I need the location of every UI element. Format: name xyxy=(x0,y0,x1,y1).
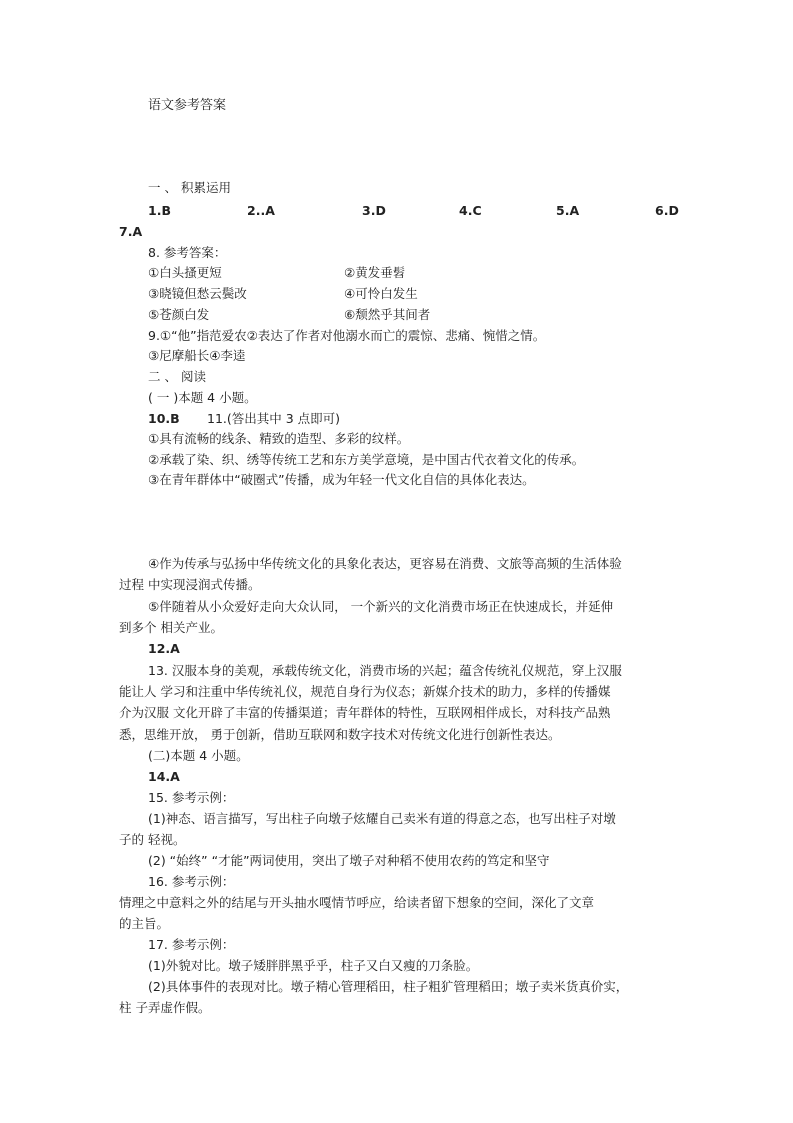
q13-answer: 13. 汉服本身的美观，承载传统文化，消费市场的兴起；蕴含传统礼仪规范，穿上汉服 xyxy=(148,663,622,678)
page-title: 语文参考答案 xyxy=(148,98,227,113)
q17-label: 17. 参考示例： xyxy=(148,937,235,952)
q13-answer: 悉，思维开放， 勇于创新，借助互联网和数字技术对传统文化进行创新性表达。 xyxy=(119,727,561,742)
q8-item: ③晓镜但愁云鬓改 xyxy=(148,286,247,301)
q13-answer: 介为汉服 文化开辟了丰富的传播渠道；青年群体的特性，互联网相伴成长，对科技产品熟 xyxy=(119,705,611,720)
mc-answer: 7.A xyxy=(119,224,143,239)
q8-item: ①白头搔更短 xyxy=(148,265,222,280)
q15-answer: (2) “始终” “才能”两词使用，突出了墩子对种稻不使用农药的笃定和坚守 xyxy=(148,853,550,868)
q15-answer: (1)神态、语言描写，写出柱子向墩子炫耀自己卖米有道的得意之态，也写出柱子对墩 xyxy=(148,811,616,826)
q17-answer: (1)外貌对比。墩子矮胖胖黑乎乎，柱子又白又瘦的刀条脸。 xyxy=(148,958,479,973)
q11-item: ④作为传承与弘扬中华传统文化的具象化表达，更容易在消费、文旅等高频的生活体验 xyxy=(148,556,622,571)
mc-answer: 2..A xyxy=(247,203,275,218)
q8-item: ⑤苍颜白发 xyxy=(148,307,210,322)
q16-answer: 的主旨。 xyxy=(119,916,170,931)
mc-answer: 1.B xyxy=(148,203,171,218)
q11-item: ②承载了染、织、绣等传统工艺和东方美学意境，是中国古代衣着文化的传承。 xyxy=(148,452,585,467)
q8-item: ⑥颓然乎其间者 xyxy=(344,307,431,322)
q8-item: ④可怜白发生 xyxy=(344,286,418,301)
q11-item: ③在青年群体中“破圈式”传播，成为年轻一代文化自信的具体化表达。 xyxy=(148,472,535,487)
q17-answer: 柱 子弄虚作假。 xyxy=(119,1000,211,1015)
q11-item: ①具有流畅的线条、精致的造型、多彩的纹样。 xyxy=(148,431,410,446)
q8-item: ②黄发垂髫 xyxy=(344,265,406,280)
mc-answer: 3.D xyxy=(362,203,386,218)
q8-label: 8. 参考答案： xyxy=(148,245,227,260)
q15-answer: 子的 轻视。 xyxy=(119,832,186,847)
q15-label: 15. 参考示例： xyxy=(148,790,235,805)
q13-answer: 能让人 学习和注重中华传统礼仪，规范自身行为仪态；新媒介技术的助力，多样的传播媒 xyxy=(119,684,611,699)
mc-answer: 6.D xyxy=(655,203,679,218)
section1-heading: 一 、 积累运用 xyxy=(148,180,231,195)
q11-item: 过程 中实现浸润式传播。 xyxy=(119,577,261,592)
q11-label: 11.(答出其中 3 点即可) xyxy=(207,411,341,426)
q9-answer: ③尼摩船长④李逵 xyxy=(148,348,246,363)
q16-label: 16. 参考示例： xyxy=(148,874,235,889)
q9-answer: 9.①“他”指范爱农②表达了作者对他溺水而亡的震惊、悲痛、惋惜之情。 xyxy=(148,328,546,343)
part2-heading: (二)本题 4 小题。 xyxy=(148,748,249,763)
mc-answer: 4.C xyxy=(459,203,482,218)
q14-answer: 14.A xyxy=(148,769,180,784)
q10-answer: 10.B xyxy=(148,411,180,426)
q11-item: ⑤伴随着从小众爱好走向大众认同， 一个新兴的文化消费市场正在快速成长，并延伸 xyxy=(148,599,614,614)
q11-item: 到多个 相关产业。 xyxy=(119,620,223,635)
q17-answer: (2)具体事件的表现对比。墩子精心管理稻田，柱子粗犷管理稻田；墩子卖米货真价实， xyxy=(148,979,629,994)
q16-answer: 情理之中意料之外的结尾与开头抽水嘎情节呼应，给读者留下想象的空间，深化了文章 xyxy=(119,895,595,910)
q12-answer: 12.A xyxy=(148,641,180,656)
section2-heading: 二 、 阅读 xyxy=(148,369,206,384)
mc-answer: 5.A xyxy=(556,203,580,218)
part1-heading: ( 一 )本题 4 小题。 xyxy=(148,390,257,405)
